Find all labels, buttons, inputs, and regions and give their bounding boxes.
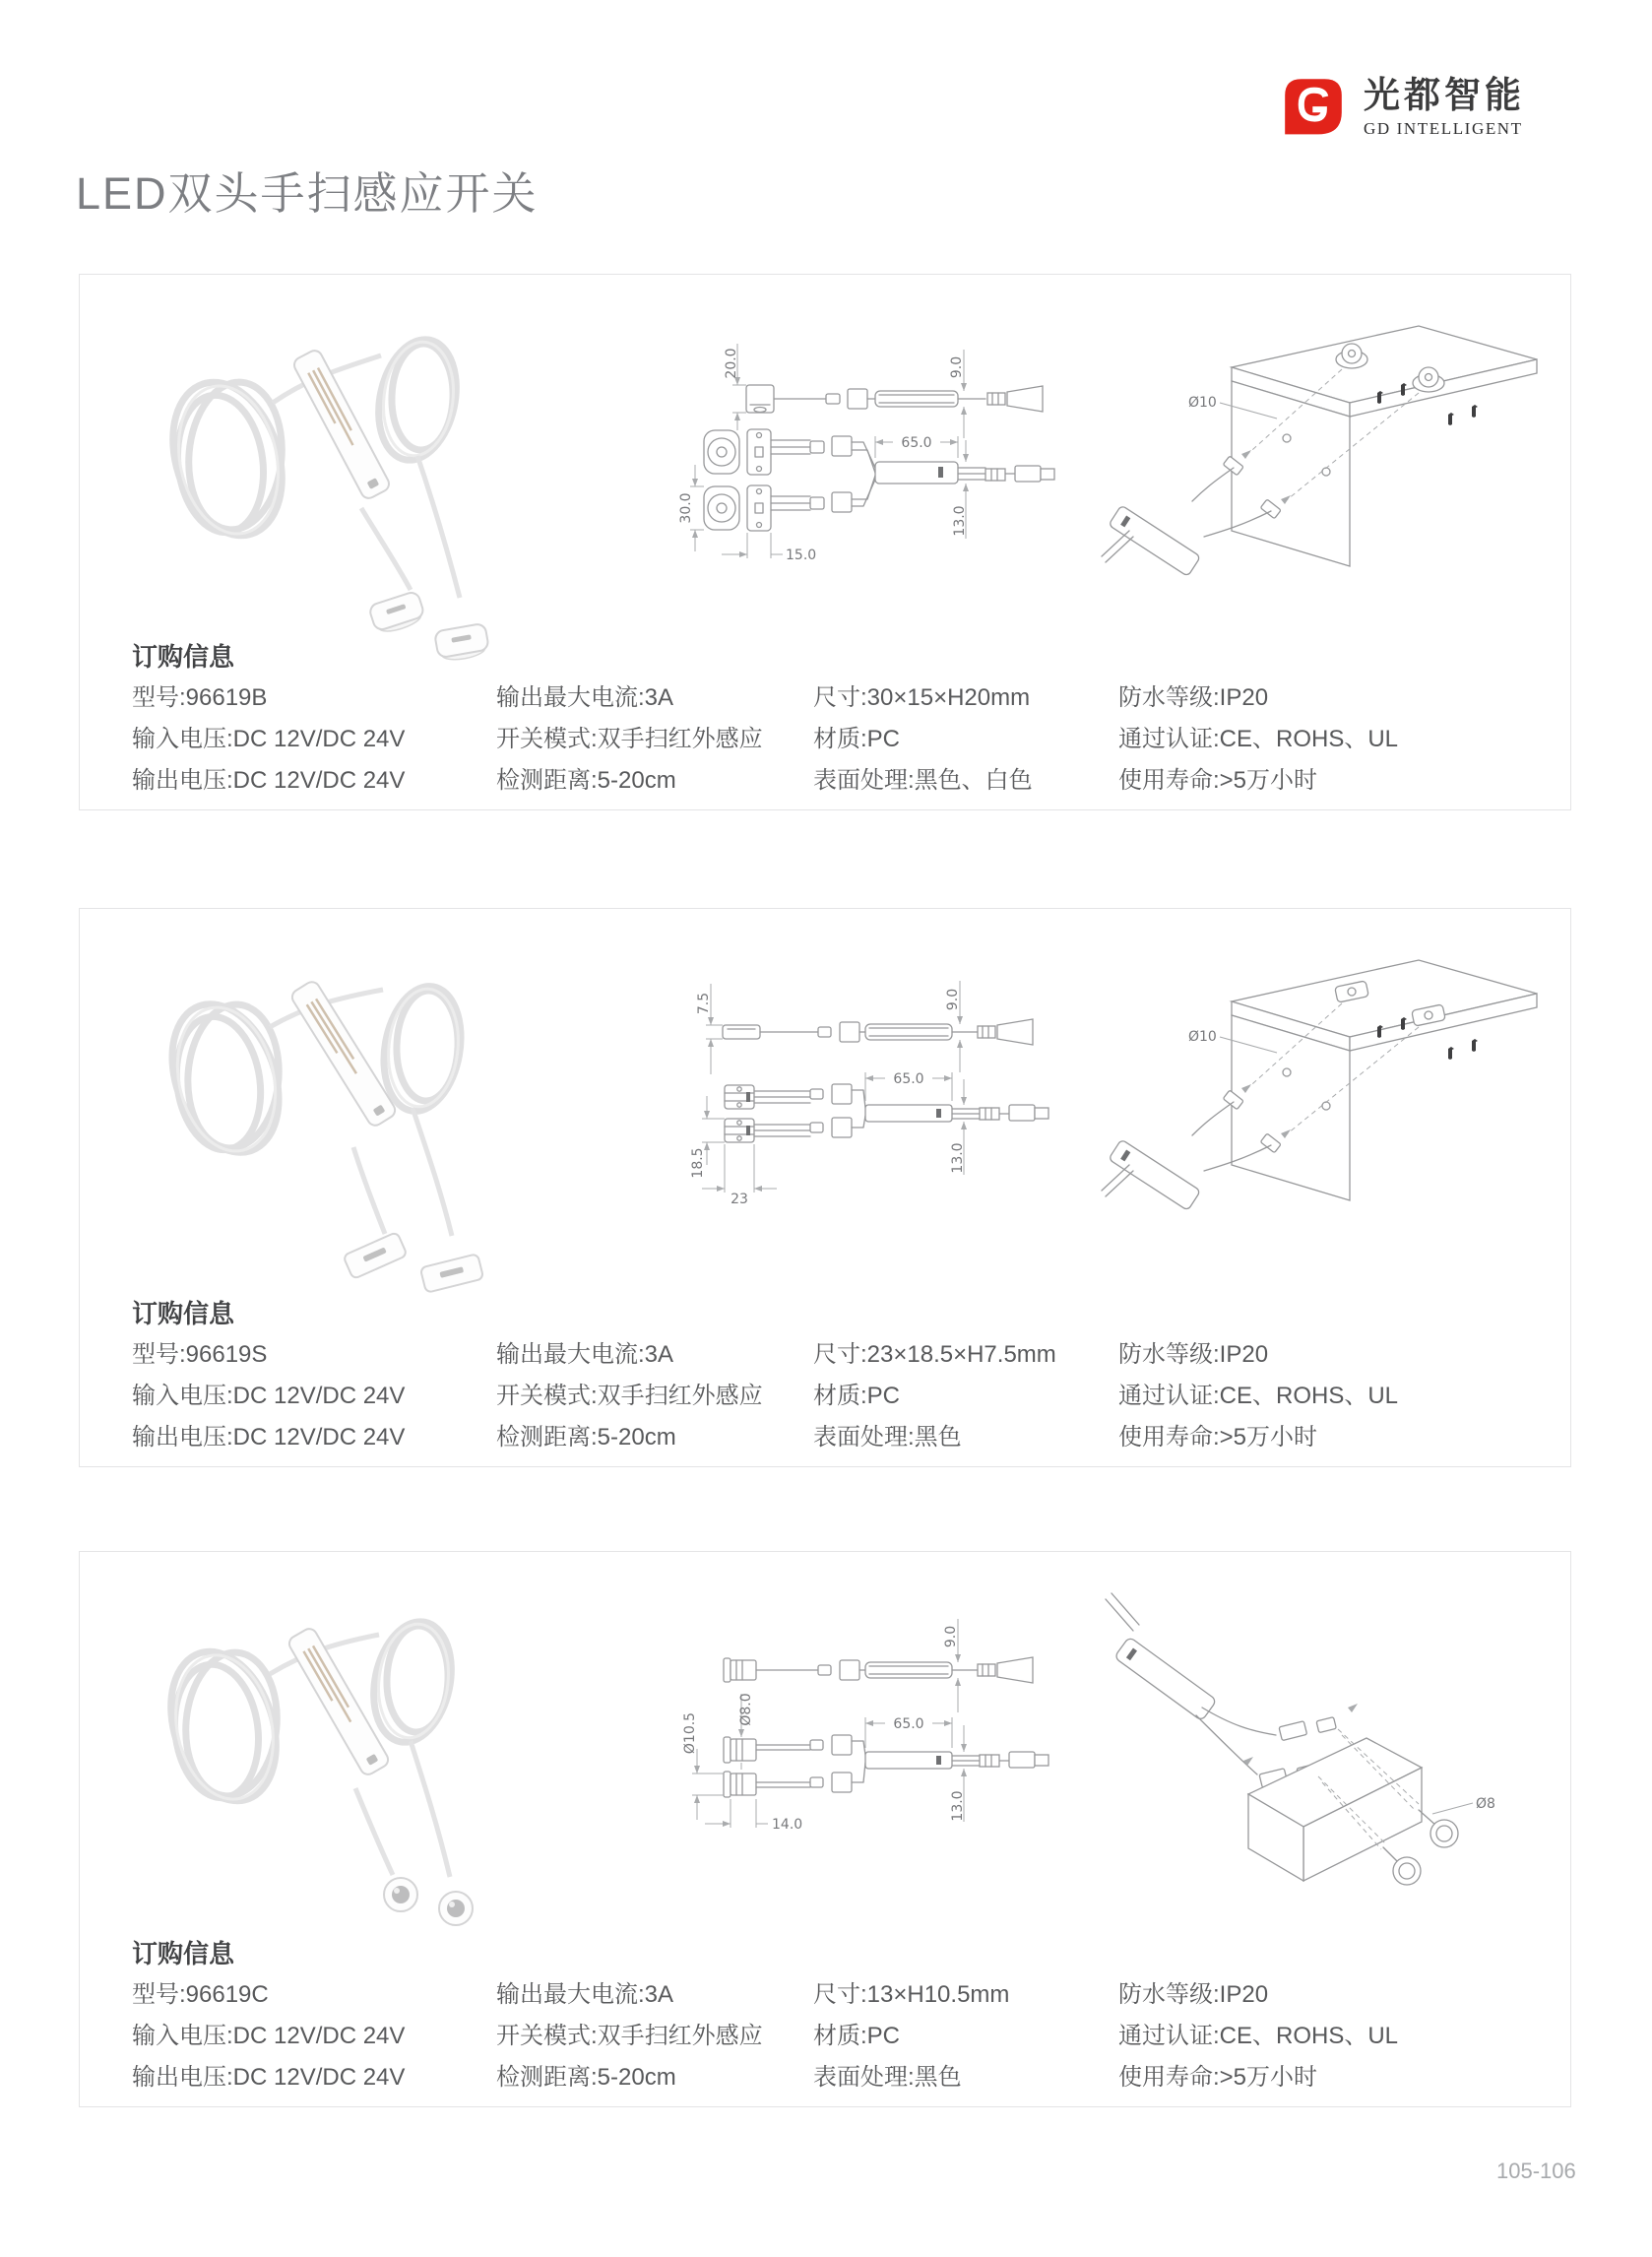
spec-item: 通过认证:CE、ROHS、UL [1118,726,1399,752]
dim-label: 9.0 [949,355,965,379]
product-photo [117,921,501,1315]
spec-item: 尺寸:23×18.5×H7.5mm [813,1341,1056,1368]
spec-column [1118,677,1547,802]
spec-item: 表面处理:黑色、白色 [813,767,1033,794]
dim-label: 9.0 [945,988,961,1011]
product-card-96619S [79,908,1571,1467]
dim-label: Ø8 [1476,1796,1495,1812]
cable-coil-left [155,368,300,549]
spec-column [813,677,1118,802]
dimension-drawing [493,927,1084,1252]
spec-column [496,1334,813,1458]
spec-column [813,1974,1118,2098]
spec-item: 检测距离:5-20cm [496,1424,676,1451]
brand-text [1364,76,1525,139]
product-card-96619C [79,1551,1571,2107]
spec-column [496,677,813,802]
spec-item: 防水等级:IP20 [1118,1341,1269,1368]
spec-item: 材质:PC [813,726,901,752]
spec-grid [132,1334,1547,1458]
dim-label: 65.0 [893,1071,924,1087]
brand-name-cn: 光都智能 [1364,75,1525,116]
dim-label: 15.0 [786,548,817,563]
spec-column [132,1974,496,2098]
spec-item: 检测距离:5-20cm [496,767,676,794]
dim-label: Ø10 [1188,1029,1217,1045]
spec-item: 材质:PC [813,2023,901,2049]
spec-item: 防水等级:IP20 [1118,684,1269,711]
dim-label: 65.0 [893,1716,924,1732]
spec-item: 型号:96619B [132,684,268,711]
driver-isometric [1114,1637,1217,1721]
spec-item: 尺寸:13×H10.5mm [813,1981,1010,2008]
spec-item: 开关模式:双手扫红外感应 [496,2023,763,2049]
cable-coil-left [153,990,297,1168]
dim-label: 13.0 [950,1142,966,1174]
dim-label: 18.5 [690,1147,706,1179]
page-number: 105-106 [1496,2159,1576,2183]
product-photo [117,287,501,680]
dim-label: 65.0 [901,435,932,451]
order-info-heading: 订购信息 [132,1299,235,1328]
spec-item: 材质:PC [813,1383,901,1409]
sensor-head [420,1254,484,1293]
page-title: LED双头手扫感应开关 [76,168,539,219]
spec-item: 开关模式:双手扫红外感应 [496,1383,763,1409]
spec-item: 使用寿命:>5万小时 [1118,767,1318,794]
product-card-96619B [79,274,1571,810]
spec-column [496,1974,813,2098]
spec-item: 通过认证:CE、ROHS、UL [1118,2023,1399,2049]
spec-item: 表面处理:黑色 [813,2064,962,2091]
installation-diagram [1094,308,1566,604]
recessed-sensor [1419,1810,1458,1847]
dim-label: 30.0 [678,492,694,524]
dimension-drawing [493,1570,1084,1895]
spec-item: 输出最大电流:3A [496,684,674,711]
spec-item: 输出电压:DC 12V/DC 24V [132,1424,406,1451]
spec-item: 输出最大电流:3A [496,1981,674,2008]
cable-coil-right [368,332,467,467]
spec-grid [132,677,1547,802]
spec-column [132,1334,496,1458]
spec-column [132,677,496,802]
dim-label: 13.0 [950,1790,966,1822]
spec-item: 开关模式:双手扫红外感应 [496,726,763,752]
spec-item: 输入电压:DC 12V/DC 24V [132,726,406,752]
dim-label: 13.0 [952,505,968,537]
recessed-sensor [1383,1847,1421,1885]
order-info-heading: 订购信息 [132,642,235,672]
dim-label: 9.0 [943,1625,959,1648]
spec-item: 防水等级:IP20 [1118,1981,1269,2008]
brand-name-en: GD INTELLIGENT [1364,118,1523,138]
driver-isometric [1109,505,1201,576]
sensor-head [434,623,490,664]
cable-coil-left [153,1638,293,1814]
dim-label: 20.0 [724,348,739,379]
spec-item: 输出电压:DC 12V/DC 24V [132,767,406,794]
driver-isometric [1109,1139,1201,1210]
company-logo [1278,71,1525,144]
dim-label: 7.5 [696,992,712,1015]
spec-item: 使用寿命:>5万小时 [1118,2064,1318,2091]
dim-label: 14.0 [772,1817,803,1833]
dim-label: Ø10.5 [682,1711,698,1755]
installation-diagram [1094,942,1566,1238]
spec-item: 输出最大电流:3A [496,1341,674,1368]
spec-item: 表面处理:黑色 [813,1424,962,1451]
sensor-head [384,1878,417,1911]
spec-item: 输入电压:DC 12V/DC 24V [132,2023,406,2049]
spec-item: 尺寸:30×15×H20mm [813,684,1031,711]
brand-g-icon [1278,71,1349,144]
product-photo [117,1564,501,1958]
dimension-drawing [493,292,1084,617]
dim-label: 23 [731,1192,748,1207]
spec-column [1118,1974,1547,2098]
spec-item: 型号:96619S [132,1341,268,1368]
sensor-head [368,591,426,637]
order-info-heading: 订购信息 [132,1939,235,1968]
spec-item: 通过认证:CE、ROHS、UL [1118,1383,1399,1409]
sensor-head [439,1892,473,1925]
spec-grid [132,1974,1547,2098]
dim-label: Ø8.0 [738,1693,754,1726]
spec-item: 输入电压:DC 12V/DC 24V [132,1383,406,1409]
spec-column [813,1334,1118,1458]
spec-column [1118,1334,1547,1458]
installation-diagram [1094,1585,1566,1891]
spec-item: 型号:96619C [132,1981,269,2008]
sensor-head [343,1232,407,1279]
spec-item: 检测距离:5-20cm [496,2064,676,2091]
spec-item: 输出电压:DC 12V/DC 24V [132,2064,406,2091]
dim-label: Ø10 [1188,395,1217,411]
spec-item: 使用寿命:>5万小时 [1118,1424,1318,1451]
